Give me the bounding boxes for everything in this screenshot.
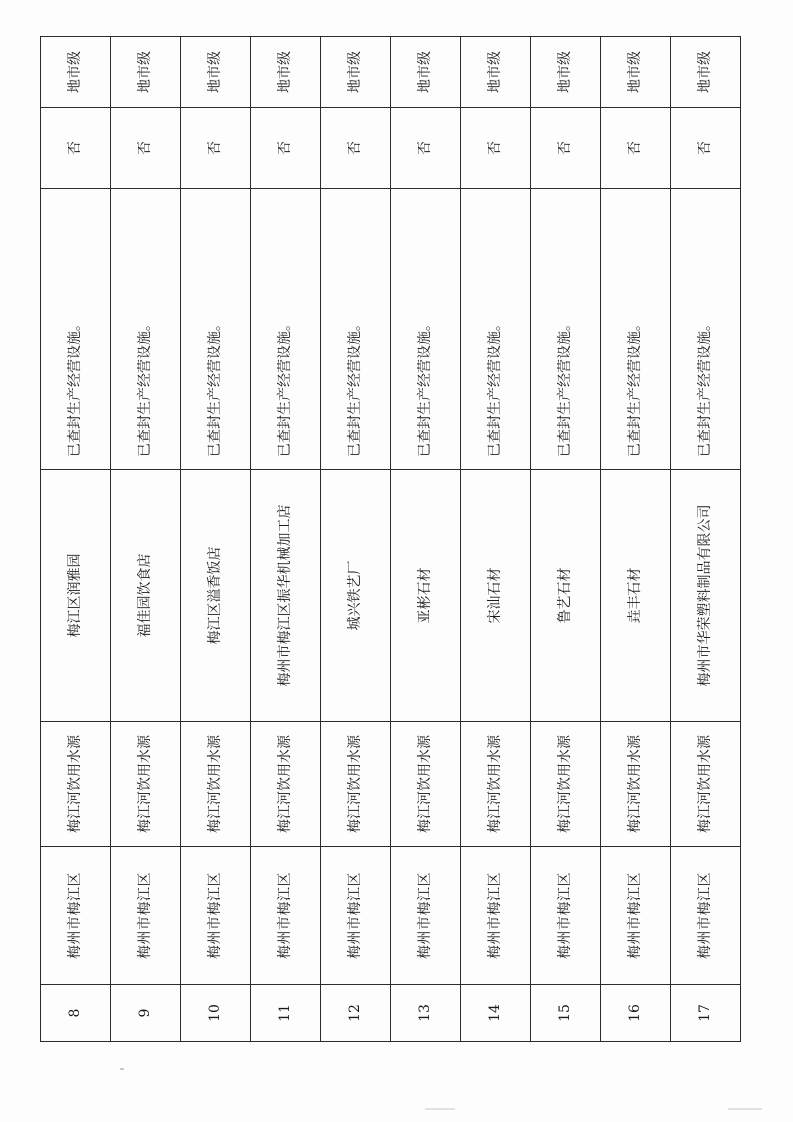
status-cell: 已查封生产经营设施。 [531,189,601,470]
row-number: 14 [461,985,531,1042]
table-row [321,37,391,1042]
entity-cell: 宋汕石材 [461,470,531,722]
table-row [601,37,671,1042]
flag-cell: 否 [601,108,671,189]
row-number: 9 [111,985,181,1042]
entity-cell: 梅江区溢香饭店 [181,470,251,722]
entity-cell: 梅江区润雅园 [41,470,111,722]
status-cell: 已查封生产经营设施。 [601,189,671,470]
table-row [531,37,601,1042]
region-cell: 梅州市梅江区 [111,847,181,985]
region-cell: 梅州市梅江区 [251,847,321,985]
row-number: 11 [251,985,321,1042]
region-cell: 梅州市梅江区 [181,847,251,985]
region-cell: 梅州市梅江区 [531,847,601,985]
table-row [181,37,251,1042]
level-cell: 地市级 [461,37,531,108]
water-source-cell: 梅江河饮用水源 [601,722,671,847]
level-cell: 地市级 [321,37,391,108]
water-source-cell: 梅江河饮用水源 [461,722,531,847]
level-cell: 地市级 [41,37,111,108]
table-container [40,37,740,1042]
row-number: 13 [391,985,461,1042]
flag-cell: 否 [391,108,461,189]
table-row [671,37,741,1042]
flag-cell: 否 [181,108,251,189]
entity-cell: 亚彬石材 [391,470,461,722]
table-row [251,37,321,1042]
table-row [111,37,181,1042]
flag-cell: 否 [461,108,531,189]
entity-cell: 鲁艺石材 [531,470,601,722]
region-cell: 梅州市梅江区 [671,847,741,985]
level-cell: 地市级 [251,37,321,108]
flag-cell: 否 [41,108,111,189]
level-cell: 地市级 [111,37,181,108]
row-number: 12 [321,985,391,1042]
region-cell: 梅州市梅江区 [321,847,391,985]
status-cell: 已查封生产经营设施。 [461,189,531,470]
level-cell: 地市级 [531,37,601,108]
region-cell: 梅州市梅江区 [41,847,111,985]
scan-speck [425,1108,455,1110]
flag-cell: 否 [531,108,601,189]
flag-cell: 否 [251,108,321,189]
row-number: 8 [41,985,111,1042]
water-source-cell: 梅江河饮用水源 [251,722,321,847]
region-cell: 梅州市梅江区 [461,847,531,985]
status-cell: 已查封生产经营设施。 [181,189,251,470]
water-source-cell: 梅江河饮用水源 [181,722,251,847]
status-cell: 已查封生产经营设施。 [391,189,461,470]
level-cell: 地市级 [671,37,741,108]
scan-speck [728,1108,762,1110]
status-cell: 已查封生产经营设施。 [111,189,181,470]
entity-cell: 城兴铁艺厂 [321,470,391,722]
water-source-cell: 梅江河饮用水源 [111,722,181,847]
entity-cell: 垚丰石材 [601,470,671,722]
level-cell: 地市级 [181,37,251,108]
entity-cell: 梅州市梅江区振华机械加工店 [251,470,321,722]
status-cell: 已查封生产经营设施。 [41,189,111,470]
level-cell: 地市级 [391,37,461,108]
flag-cell: 否 [671,108,741,189]
level-cell: 地市级 [601,37,671,108]
flag-cell: 否 [321,108,391,189]
entity-cell: 梅州市华荣塑料制品有限公司 [671,470,741,722]
table-row [391,37,461,1042]
water-source-cell: 梅江河饮用水源 [41,722,111,847]
region-cell: 梅州市梅江区 [601,847,671,985]
water-source-cell: 梅江河饮用水源 [391,722,461,847]
row-number: 16 [601,985,671,1042]
table-row [461,37,531,1042]
flag-cell: 否 [111,108,181,189]
water-source-violation-table [40,36,741,1042]
row-number: 10 [181,985,251,1042]
scan-speck [120,1068,124,1070]
row-number: 17 [671,985,741,1042]
water-source-cell: 梅江河饮用水源 [321,722,391,847]
entity-cell: 福佳园饮食店 [111,470,181,722]
water-source-cell: 梅江河饮用水源 [671,722,741,847]
status-cell: 已查封生产经营设施。 [321,189,391,470]
region-cell: 梅州市梅江区 [391,847,461,985]
row-number: 15 [531,985,601,1042]
table-row [41,37,111,1042]
water-source-cell: 梅江河饮用水源 [531,722,601,847]
status-cell: 已查封生产经营设施。 [251,189,321,470]
status-cell: 已查封生产经营设施。 [671,189,741,470]
